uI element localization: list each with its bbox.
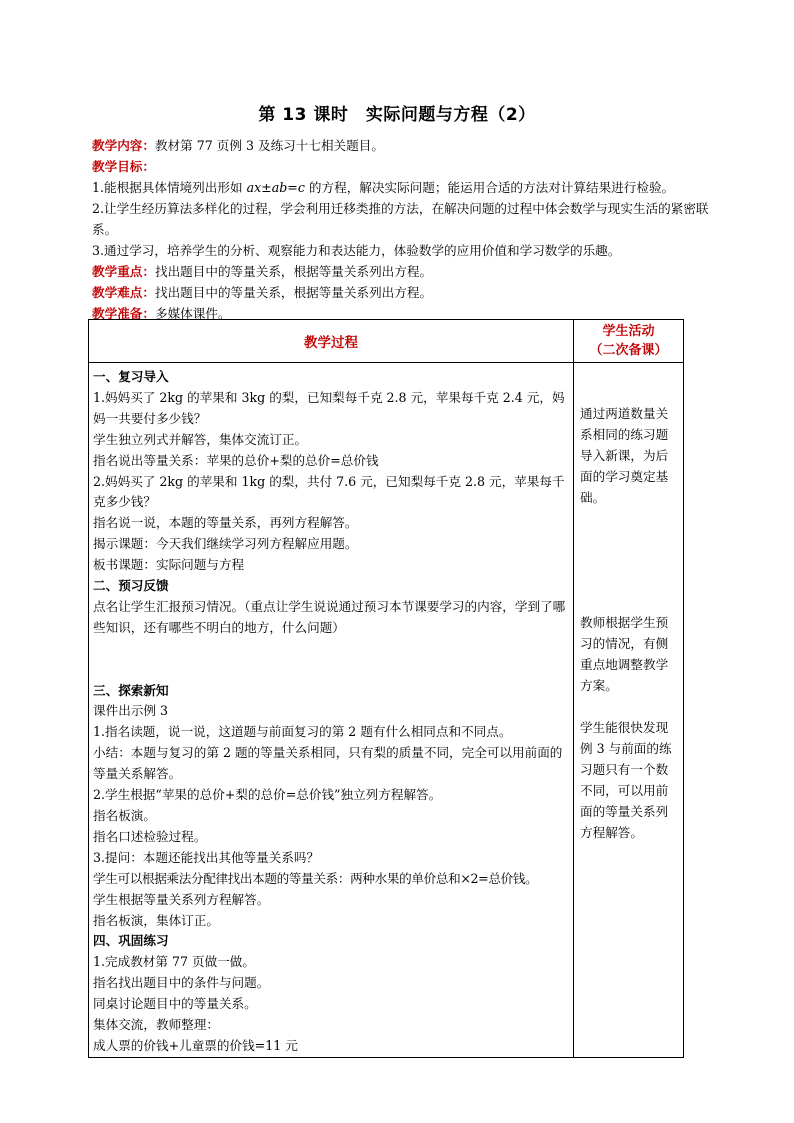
process-line: 同桌讨论题目中的等量关系。	[93, 996, 257, 1012]
lesson-info	[92, 135, 722, 324]
process-line: 课件出示例 3	[93, 703, 168, 719]
page-title: 第 13 课时 实际问题与方程（2）	[258, 105, 536, 125]
difficulty-text: 找出题目中的等量关系，根据等量关系列出方程。	[154, 285, 433, 300]
section-heading: 二、预习反馈	[93, 578, 169, 594]
process-line: 指名找出题目中的条件与问题。	[93, 975, 270, 991]
process-line: 学生根据等量关系列方程解答。	[93, 891, 270, 907]
key-text: 找出题目中的等量关系，根据等量关系列出方程。	[154, 264, 433, 279]
process-line: 成人票的价钱+儿童票的价钱=11 元	[93, 1037, 298, 1053]
goal-1-b: 的方程，解决实际问题；能运用合适的方法对计算结果进行检验。	[304, 180, 675, 195]
activity-note: 学生能很快发现例 3 与前面的练习题只有一个数不同，可以用前面的等量关系列方程解答。	[580, 720, 672, 840]
key-line	[92, 261, 722, 282]
activity-note: 通过两道数量关系相同的练习题导入新课，为后面的学习奠定基础。	[580, 406, 669, 505]
process-line: 指名口述检验过程。	[93, 828, 207, 844]
goal-3: 3.通过学习，培养学生的分析、观察能力和表达能力，体验数学的应用价值和学习数学的乐趣。	[92, 243, 621, 258]
process-line: 指名说一说，本题的等量关系，再列方程解答。	[93, 515, 358, 531]
process-line: 揭示课题：今天我们继续学习列方程解应用题。	[93, 536, 358, 552]
process-line: 2.学生根据“苹果的总价+梨的总价=总价钱”独立列方程解答。	[93, 787, 442, 803]
process-line: 学生可以根据乘法分配律找出本题的等量关系：两种水果的单价总和×2=总价钱。	[93, 870, 538, 886]
process-line: 集体交流，教师整理：	[93, 1017, 219, 1033]
header-process: 教学过程	[89, 320, 574, 363]
process-line: 板书课题：实际问题与方程	[93, 557, 245, 573]
goal-2: 2.让学生经历算法多样化的过程，学会利用迁移类推的方法，在解决问题的过程中体会数学与现实生活的紧密联系。	[92, 201, 709, 237]
difficulty-label: 教学难点：	[92, 285, 155, 300]
content-label: 教学内容：	[92, 138, 155, 153]
difficulty-line	[92, 282, 722, 303]
content-text: 教材第 77 页例 3 及练习十七相关题目。	[154, 138, 384, 153]
process-line: 指名板演。	[93, 808, 156, 824]
prep-text: 多媒体课件。	[154, 306, 231, 321]
goals-line	[92, 156, 722, 177]
content-line	[92, 135, 722, 156]
process-line: 1.指名读题，说一说，这道题与前面复习的第 2 题有什么相同点和不同点。	[93, 724, 512, 740]
table-header-row	[89, 320, 684, 363]
process-line: 1.完成教材第 77 页做一做。	[93, 954, 255, 970]
process-line: 2.妈妈买了 2kg 的苹果和 1kg 的梨，共付 7.6 元，已知梨每千克 2.8 元，苹果每千克多少钱？	[93, 473, 565, 510]
section-heading: 三、探索新知	[93, 682, 169, 698]
header-activity	[574, 320, 684, 363]
process-line: 学生独立列式并解答，集体交流订正。	[93, 431, 308, 447]
prep-label: 教学准备：	[92, 306, 155, 321]
activity-note: 教师根据学生预习的情况，有侧重点地调整教学方案。	[580, 615, 669, 693]
key-label: 教学重点：	[92, 264, 155, 279]
process-cell	[89, 363, 574, 1058]
process-line: 小结：本题与复习的第 2 题的等量关系相同，只有梨的质量不同，完全可以用前面的等量关系解答。	[93, 745, 563, 782]
goals-label: 教学目标：	[92, 159, 155, 174]
process-line: 3.提问：本题还能找出其他等量关系吗？	[93, 849, 320, 865]
section-heading: 一、复习导入	[93, 369, 169, 384]
goal-1	[92, 177, 722, 198]
header-activity-line1: 学生活动	[602, 324, 655, 339]
goal-1-formula: ax±ab=c	[246, 180, 305, 195]
goal-1-a: 1.能根据具体情境列出形如	[92, 180, 247, 195]
process-line: 指名板演，集体订正。	[93, 912, 219, 928]
process-line: 点名让学生汇报预习情况。（重点让学生说说通过预习本节课要学习的内容，学到了哪些知识，还有哪些不明白的地方，什么问题）	[93, 598, 566, 635]
header-activity-line2: （二次备课）	[589, 343, 668, 358]
process-line: 指名说出等量关系：苹果的总价+梨的总价=总价钱	[93, 452, 379, 468]
process-line: 1.妈妈买了 2kg 的苹果和 3kg 的梨，已知梨每千克 2.8 元，苹果每千克 2.4 元，妈妈一共要付多少钱？	[93, 389, 565, 426]
section-heading: 四、巩固练习	[93, 933, 169, 949]
